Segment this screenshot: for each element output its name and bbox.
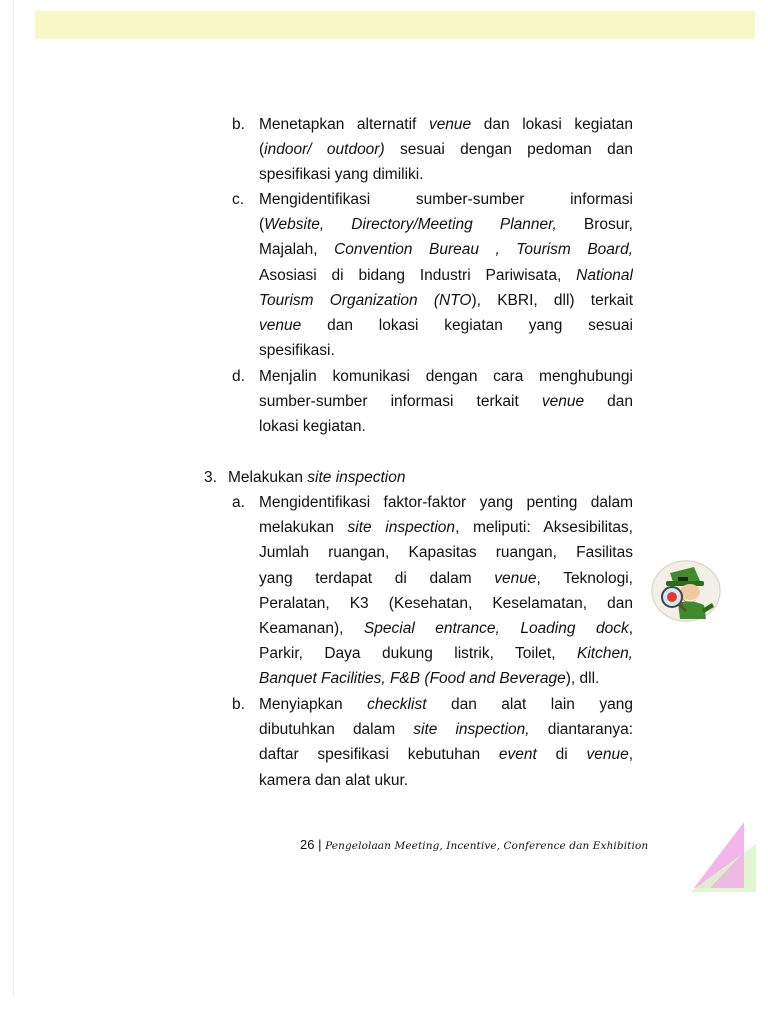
text-line: spesifikasi. — [259, 342, 335, 360]
section-heading-site-inspection — [228, 465, 628, 490]
detective-leprechaun-icon — [650, 559, 722, 623]
list-item-b — [259, 112, 633, 188]
text-line: Menjalin komunikasi dengan cara menghubungi — [259, 368, 633, 385]
text-line: Parkir, Daya dukung listrik, Toilet, Kitchen, — [259, 645, 633, 663]
list-item-c — [259, 187, 633, 363]
footer-separator: | — [318, 837, 322, 852]
text-line: venue dan lokasi kegiatan yang sesuai — [259, 316, 633, 334]
text-line: Menetapkan alternatif venue dan lokasi kegiatan — [259, 116, 633, 133]
list-marker-d: d. — [232, 368, 245, 385]
text-line: Melakukan site inspection — [228, 469, 406, 486]
footer-book-title: Pengelolaan Meeting, Incentive, Conference dan Exhibition — [325, 840, 649, 852]
text-line: Keamanan), Special entrance, Loading dock, — [259, 619, 633, 637]
header-band — [35, 11, 755, 39]
text-line: Mengidentifikasi sumber-sumber informasi — [259, 191, 633, 208]
text-line: (indoor/ outdoor) sesuai dengan pedoman dan — [259, 141, 633, 159]
text-line: Jumlah ruangan, Kapasitas ruangan, Fasilitas — [259, 544, 633, 562]
text-line: Banquet Facilities, F&B (Food and Beverage), dll. — [259, 670, 600, 688]
list-marker-b: b. — [232, 116, 245, 133]
text-line: Tourism Organization (NTO), KBRI, dll) terkait — [259, 291, 633, 309]
text-line: yang terdapat di dalam venue, Teknologi, — [259, 569, 633, 587]
list-item-3b — [259, 692, 633, 793]
list-marker-3b: b. — [232, 696, 245, 713]
text-line: dibutuhkan dalam site inspection, diantaranya: — [259, 721, 633, 739]
page-edge-rule — [13, 0, 14, 995]
list-marker-c: c. — [232, 191, 245, 208]
text-line: Menyiapkan checklist dan alat lain yang — [259, 696, 633, 713]
list-item-3a — [259, 490, 633, 692]
list-marker-3: 3. — [204, 469, 217, 486]
page-footer — [300, 837, 648, 852]
text-line: daftar spesifikasi kebutuhan event di venue, — [259, 746, 633, 764]
text-line: lokasi kegiatan. — [259, 418, 366, 436]
text-line: kamera dan alat ukur. — [259, 771, 409, 789]
text-line: sumber-sumber informasi terkait venue dan — [259, 393, 633, 411]
text-line: (Website, Directory/Meeting Planner, Brosur, — [259, 216, 633, 234]
text-line: melakukan site inspection, meliputi: Aksesibilitas, — [259, 519, 633, 537]
page-number: 26 — [300, 837, 315, 852]
text-line: spesifikasi yang dimiliki. — [259, 166, 424, 184]
list-item-d — [259, 364, 633, 440]
text-line: Asosiasi di bidang Industri Pariwisata, National — [259, 266, 633, 284]
text-line: Mengidentifikasi faktor-faktor yang penting dalam — [259, 494, 633, 511]
text-line: Majalah, Convention Bureau , Tourism Board, — [259, 241, 633, 259]
text-line: Peralatan, K3 (Kesehatan, Keselamatan, dan — [259, 594, 633, 612]
corner-triangles-icon — [690, 822, 756, 892]
list-marker-3a: a. — [232, 494, 245, 511]
